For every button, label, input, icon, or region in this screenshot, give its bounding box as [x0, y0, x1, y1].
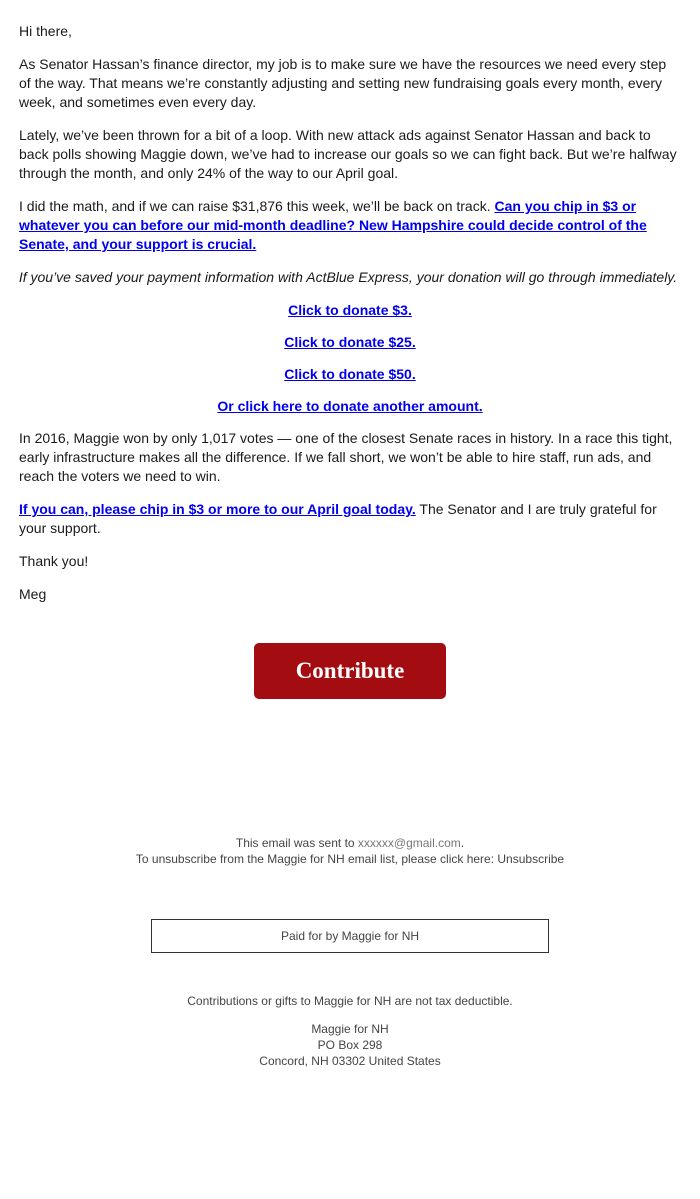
unsubscribe-line [0, 851, 700, 867]
actblue-note: If you’ve saved your payment information with ActBlue Express, your donation will go through immediately. [18, 269, 678, 285]
donate-3-link[interactable]: Click to donate $3. [288, 302, 412, 318]
sent-prefix: This email was sent to [235, 836, 358, 850]
unsubscribe-link[interactable]: Unsubscribe [497, 852, 565, 866]
sent-suffix: . [460, 836, 465, 850]
paragraph-math [19, 197, 681, 254]
donate-25-link[interactable]: Click to donate $25. [284, 334, 416, 350]
footer-sent-info [0, 835, 700, 867]
donate-50-link[interactable]: Click to donate $50. [284, 366, 416, 382]
contribute-button[interactable]: Contribute [254, 643, 446, 699]
paragraph-math-text: I did the math, and if we can raise $31,876 this week, we’ll be back on track. [19, 198, 495, 214]
donate-other-row [19, 397, 681, 416]
email-body [19, 22, 681, 618]
thanks: Thank you! [19, 553, 89, 569]
address-line-2: Concord, NH 03302 United States [259, 1054, 441, 1068]
paid-for-box: Paid for by Maggie for NH [151, 919, 549, 953]
paragraph-april-goal [19, 500, 681, 538]
contribute-container [0, 643, 700, 699]
mailing-address [0, 1021, 700, 1069]
address-name: Maggie for NH [311, 1022, 389, 1036]
signature: Meg [19, 586, 47, 602]
donate-other-amount-link[interactable]: Or click here to donate another amount. [217, 398, 483, 414]
address-line-1: PO Box 298 [317, 1038, 383, 1052]
recipient-email: xxxxxx@gmail.com [357, 836, 461, 850]
paragraph-goals: Lately, we’ve been thrown for a bit of a loop. With new attack ads against Senator Hassan and back to back polls showing Maggie down, we’ve had to increase our goals so we can fight back. But we’re halfway through the month, and only 24% of the way to our April goal. [19, 127, 677, 181]
donate-25-row [19, 333, 681, 352]
paragraph-april-goal-text: The Senator and I are truly grateful for your support. [19, 501, 657, 536]
paragraph-2016: In 2016, Maggie won by only 1,017 votes — one of the closest Senate races in history. In a race this tight, early infrastructure makes all the difference. If we fall short, we won’t be able to hire staff, run ads, and reach the voters we need to win. [19, 430, 673, 484]
april-goal-link[interactable]: If you can, please chip in $3 or more to our April goal today. [19, 501, 416, 517]
greeting: Hi there, [19, 23, 72, 39]
donate-3-row [19, 301, 681, 320]
paragraph-finance-director: As Senator Hassan’s finance director, my job is to make sure we have the resources we need every step of the way. That means we’re constantly adjusting and setting new fundraising goals every month, every week, and sometimes even every day. [19, 56, 667, 110]
sent-to-line [0, 835, 700, 851]
donate-50-row [19, 365, 681, 384]
chip-in-link[interactable]: Can you chip in $3 or whatever you can before our mid-month deadline? New Hampshire could decide control of the Senate, and your support is crucial. [19, 198, 647, 252]
tax-note: Contributions or gifts to Maggie for NH are not tax deductible. [187, 994, 513, 1008]
unsubscribe-text: To unsubscribe from the Maggie for NH email list, please click here: [135, 852, 498, 866]
